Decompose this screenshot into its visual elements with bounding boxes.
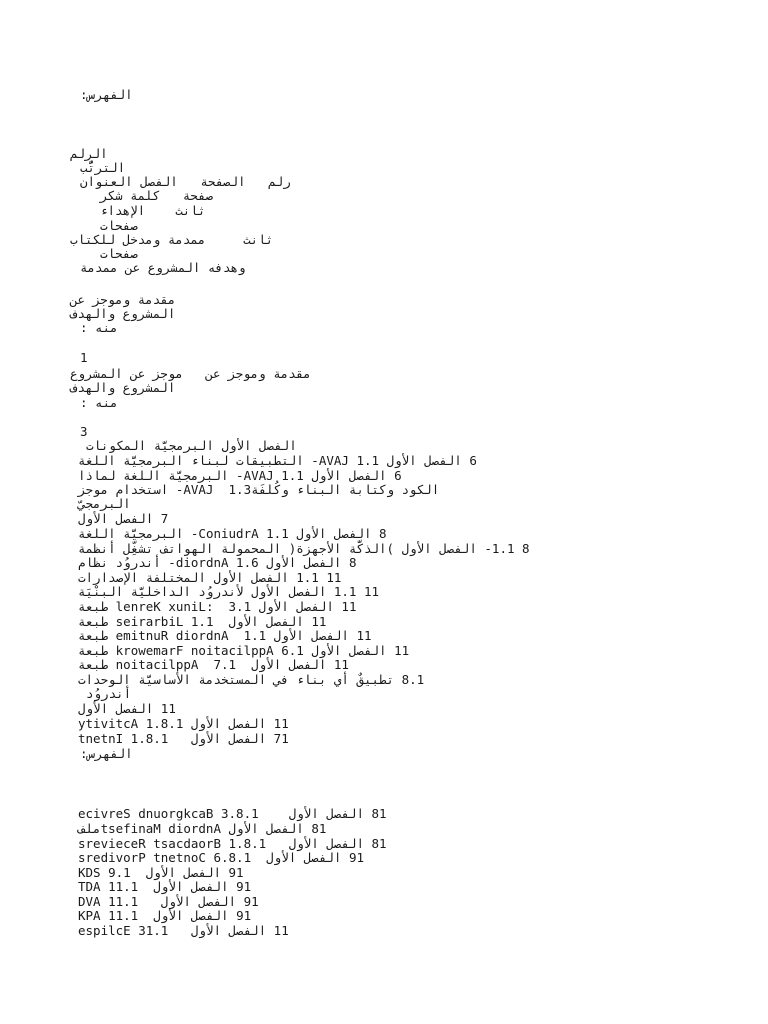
toc-line: 11 الفصل الأول ytivitcA 1.8.1 [78, 716, 289, 731]
toc-line: 11 الفصل الأول emitnuR diordnA 1.1 طبعة [78, 628, 372, 643]
toc-line: مقدمة وموجز عن [70, 292, 176, 307]
toc-line: الرلم [70, 146, 108, 161]
toc-line: 11 الفصل الأول noitacilppA 7.1 طبعة [78, 657, 349, 672]
toc-line: 91 الفصل الأول sredivorP tnetnoC 6.8.1 [78, 850, 364, 865]
toc-line: 8 1.1- الفصل الأول )الذكَّة الأجهزة( المحمولة الهواتف تشغِّل أنظمة [78, 541, 530, 556]
toc-line: 3 [80, 424, 88, 439]
toc-line: 11 الفصل الأول krowemarF noitacilppA 6.1 طبعة [78, 643, 410, 658]
toc-line: 91 الفصل الأول KDS 9.1 [78, 865, 244, 880]
toc-line: 11 الفصل الأول lenreK xuniL: 3.1 طبعة [78, 599, 357, 614]
toc-line: 1 [80, 350, 88, 365]
toc-line: 91 الفصل الأول KPA 11.1 [78, 908, 252, 923]
toc-line: مقدمة وموجز عن موجز عن المشروع [70, 366, 311, 381]
toc-line: 8 الفصل الأول ConiudrA 1.1- البرمجيَّة اللغة [78, 526, 387, 541]
toc-line: 6 الفصل الأول AVAJ 1.1- التطبيقات لبناء البرمجيَّة اللغة [78, 453, 477, 468]
toc-line: 91 الفصل الأول TDA 11.1 [78, 879, 252, 894]
toc-line: رلم الصفحة الفصل العنوان [80, 174, 291, 189]
toc-line: 11 الفصل الأول espilcE 31.1 [78, 923, 289, 938]
toc-line: المشروع والهدف [70, 380, 176, 395]
toc-line: البرمجيّ [78, 496, 131, 511]
toc-line: 81 الفصل الأول srevieceR tsacdaorB 1.8.1 [78, 836, 387, 851]
toc-line: 7 الفصل الأول [78, 511, 169, 526]
index-heading-2: الفهرس: [80, 746, 133, 761]
toc-line: 8.1 تطبيقٌ أي بناء في المستخدمة الأساسيَّة الوحدات [78, 672, 425, 687]
index-heading: الفهرس: [80, 87, 133, 102]
toc-line: وهدفه المشروع عن ممدمة [80, 260, 246, 275]
toc-line: 91 الفصل الأول DVA 11.1 [78, 894, 259, 909]
toc-line: 11 الفصل الأول [78, 701, 176, 716]
toc-line: منه : [80, 395, 118, 410]
toc-line: 6 الفصل الأول AVAJ 1.1- البرمجيَّة اللغة لماذا [78, 468, 402, 483]
toc-line: صفحة كلمة شكر [100, 188, 213, 203]
toc-line: صفحات [100, 246, 138, 261]
toc-line: المشروع والهدف [70, 306, 176, 321]
toc-line: 81 الفصل الأول ecivreS dnuorgkcaB 3.8.1 [78, 806, 387, 821]
toc-line: الترتُّب [80, 160, 126, 175]
toc-line: الكود وكتابة البناء وكُلفَةAVAJ 1.3- استخدام موجز [78, 482, 440, 497]
toc-line: 11 الفصل الأول seirarbiL 1.1 طبعة [78, 614, 327, 629]
toc-line: 11 1.1 الفصل الأول لأندروُد الداخليَّة البنْيَة [78, 584, 380, 599]
toc-line: الفصل الأول البرمجيَّة المكونات [86, 438, 297, 453]
toc-line: أندروُد [86, 686, 132, 701]
toc-line: صفحات [100, 218, 138, 233]
toc-line: 8 الفصل الأول diordnA 1.6- أندروُد نظام [78, 555, 357, 570]
toc-line: 11 1.1 الفصل الأول المختلفة الإصدارات [78, 570, 342, 585]
toc-line: منه : [80, 320, 118, 335]
toc-line: ثانث الإهداء [100, 203, 206, 218]
toc-line: 81 الفصل الأول tsefinaM diordnAملف [78, 821, 327, 836]
toc-line: ثانث ممدمة ومدخل للكتاب [70, 232, 274, 247]
toc-line: 71 الفصل الأول tnetnI 1.8.1 [78, 731, 289, 746]
